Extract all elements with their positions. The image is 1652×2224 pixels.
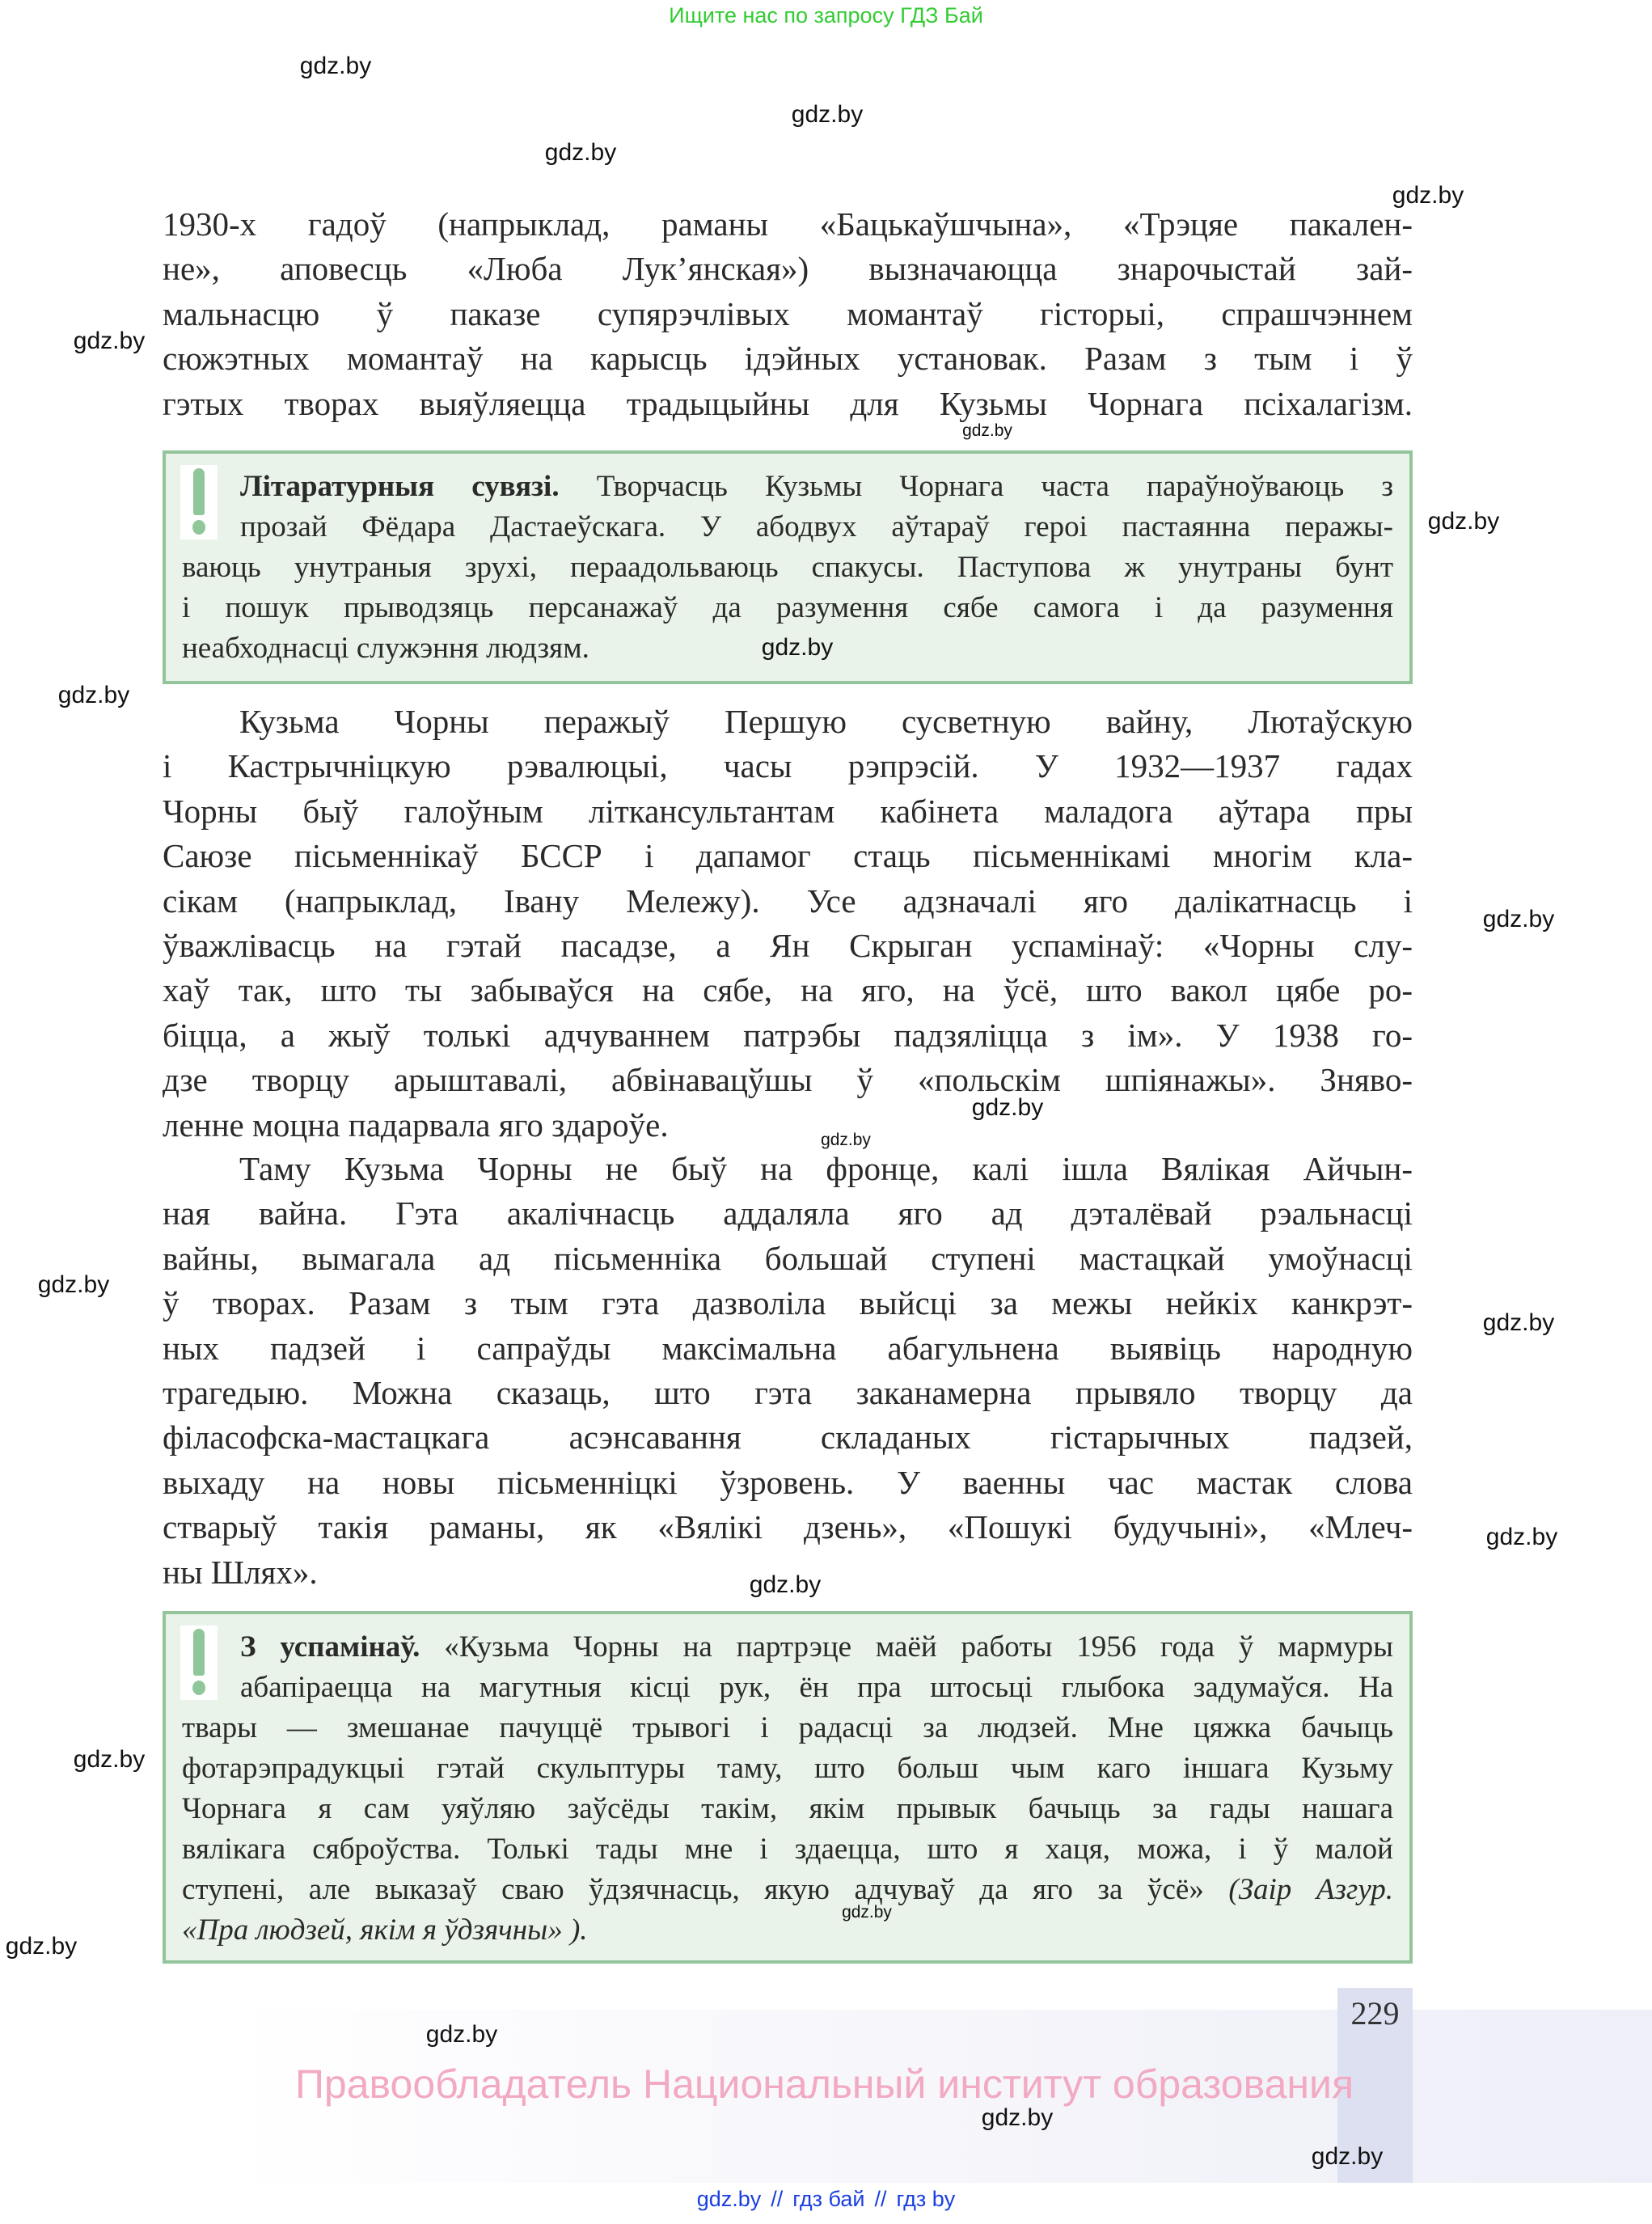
gdz-watermark: gdz.by xyxy=(73,328,146,354)
text-line: дзе творцу арыштавалі, абвінавацўшы ў «польскім шпіянажы». Зняво- xyxy=(163,1061,1413,1099)
gdz-watermark: gdz.by xyxy=(761,634,834,661)
text-line: філасофска-мастацкага асэнсавання складаных гістарычных падзей, xyxy=(163,1419,1413,1457)
text-line: не», аповесць «Люба Лук’янская») вызначаюцца знарочыстай зай- xyxy=(163,250,1413,288)
gdz-watermark: gdz.by xyxy=(1485,1524,1558,1550)
text-line xyxy=(182,548,1393,588)
text-line: гэтых творах выяўляецца традыцыйны для Кузьмы Чорнага псіхалагізм. xyxy=(163,384,1413,422)
box-text: Творчасць Кузьмы Чорнага часта параўноўваюць з xyxy=(559,470,1393,503)
box-text: «Кузьма Чорны на партрэце маёй работы 1956 года ў мармуры xyxy=(420,1630,1394,1664)
link-gdz-by[interactable]: gdz.by xyxy=(696,2187,762,2211)
text-line xyxy=(182,1829,1393,1870)
text-line xyxy=(182,467,1393,507)
text-line xyxy=(182,507,1393,548)
text-line xyxy=(182,1708,1393,1748)
text-line: Кузьма Чорны перажыў Першую сусветную вайну, Лютаўскую xyxy=(239,703,1413,740)
box-text: ступені, але выказаў сваю ўдзячнасць, якую адчуваў да яго за ўсё» xyxy=(182,1873,1229,1906)
text-line: ны Шлях». xyxy=(163,1553,318,1591)
page-number: 229 xyxy=(1350,1995,1400,2032)
citation: «Пра людзей, якім я ўдзячны» ). xyxy=(182,1913,588,1947)
text-line xyxy=(182,588,1393,628)
bottom-links xyxy=(0,2187,1652,2212)
gdz-watermark: gdz.by xyxy=(544,139,617,166)
text-line: хаў так, што ты забываўся на сябе, на яго, на ўсё, што вакол цябе ро- xyxy=(163,971,1413,1009)
text-line: ных падзей і сапраўды максімальна абагульнена выявіць народную xyxy=(163,1329,1413,1367)
text-line: ная вайна. Гэта акалічнасць аддаляла яго ад дэталёвай рэальнасці xyxy=(163,1194,1413,1233)
gdz-watermark: gdz.by xyxy=(971,1094,1044,1121)
separator: // xyxy=(771,2187,784,2211)
text-line: Таму Кузьма Чорны не быў на фронце, калі ішла Вялікая Айчын- xyxy=(239,1150,1413,1187)
text-line: стварыў такія раманы, як «Вялікі дзень», «Пошукі будучыні», «Млеч- xyxy=(163,1508,1413,1546)
gdz-watermark: gdz.by xyxy=(821,1131,871,1149)
text-line: і Кастрычніцкую рэвалюцыі, часы рэпрэсій. У 1932—1937 гадах xyxy=(163,747,1413,785)
text-line: біцца, а жыў толькі адчуваннем патрэбы падзяліцца з ім». У 1938 го- xyxy=(163,1016,1413,1054)
paragraph-3 xyxy=(163,1147,1413,1595)
text-line: ў творах. Разам з тым гэта дазволіла выйсці за межы нейкіх канкрэт- xyxy=(163,1284,1413,1322)
text-line: ўважлівасць на гэтай пасадзе, а Ян Скрыган успамінаў: «Чорны слу- xyxy=(163,926,1413,964)
text-line: Чорны быў галоўным літкансультантам кабінета маладога аўтара пры xyxy=(163,792,1413,830)
rights-holder-notice: Правообладатель Национальный институт образования xyxy=(294,2061,1354,2107)
memoirs-box xyxy=(163,1611,1413,1964)
gdz-watermark: gdz.by xyxy=(1482,906,1555,932)
gdz-watermark: gdz.by xyxy=(37,1271,110,1298)
box-text: ваюць унутраныя зрухі, пераадольваюць спакусы. Паступова ж унутраны бунт xyxy=(182,551,1393,584)
text-line xyxy=(182,1870,1393,1910)
box-text: фотарэпрадукцыі гэтай скульптуры таму, што больш чым каго іншага Кузьму xyxy=(182,1752,1393,1785)
text-line xyxy=(182,1627,1393,1668)
separator: // xyxy=(874,2187,887,2211)
gdz-watermark: gdz.by xyxy=(299,53,372,79)
text-line: выхаду на новы пісьменніцкі ўзровень. У ваенны час мастак слова xyxy=(163,1463,1413,1501)
text-line xyxy=(182,1910,1393,1951)
box-text: прозай Фёдара Дастаеўскага. У абодвух аўтараў героі пастаянна перажы- xyxy=(240,510,1393,543)
text-line xyxy=(182,1748,1393,1789)
gdz-watermark: gdz.by xyxy=(1311,2143,1384,2170)
text-line: Саюзе пісьменнікаў БССР і дапамог стаць пісьменнікамі многім кла- xyxy=(163,837,1413,875)
box-text: твары — змешанае пачуццё трывогі і радасці за людзей. Мне цяжка бачыць xyxy=(182,1711,1393,1744)
search-hint-link[interactable]: Ищите нас по запросу ГДЗ Бай xyxy=(669,3,983,27)
paragraph-1 xyxy=(163,202,1413,426)
text-line: вайны, вымагала ад пісьменніка большай ступені мастацкай умоўнасці xyxy=(163,1239,1413,1277)
gdz-watermark: gdz.by xyxy=(57,682,130,708)
gdz-watermark: gdz.by xyxy=(1392,182,1464,209)
gdz-watermark: gdz.by xyxy=(1427,508,1500,535)
link-gdz-by-cyr[interactable]: гдз by xyxy=(896,2187,956,2211)
gdz-watermark: gdz.by xyxy=(981,2104,1054,2131)
box-heading: З успамінаў. xyxy=(240,1630,420,1664)
gdz-watermark: gdz.by xyxy=(1482,1309,1555,1336)
text-line: трагедыю. Можна сказаць, што гэта заканамерна прывяло творцу да xyxy=(163,1373,1413,1411)
text-line: 1930-х гадоў (напрыклад, раманы «Бацькаўшчына», «Трэцяе пакален- xyxy=(163,205,1413,243)
gdz-watermark: gdz.by xyxy=(73,1746,146,1773)
gdz-watermark: gdz.by xyxy=(962,421,1012,440)
gdz-watermark: gdz.by xyxy=(791,101,864,128)
gdz-watermark: gdz.by xyxy=(425,2021,498,2048)
text-line: сюжэтных момантаў на карысць ідэйных установак. Разам з тым і ў xyxy=(163,340,1413,378)
text-line: мальнасцю ў паказе супярэчлівых момантаў гісторыі, спрашчэннем xyxy=(163,294,1413,332)
box-text: Чорнага я сам уяўляю заўсёды такім, якім прывык бачыць за гады нашага xyxy=(182,1792,1393,1825)
box-text: абапіраецца на магутныя кісці рук, ён пра штосьці глыбока задумаўся. На xyxy=(240,1671,1393,1704)
box-text: неабходнасці служэння людзям. xyxy=(182,632,589,665)
gdz-watermark: gdz.by xyxy=(5,1933,78,1960)
text-line xyxy=(182,1668,1393,1708)
box-heading: Літаратурныя сувязі. xyxy=(240,470,560,503)
text-line: сікам (напрыклад, Івану Мележу). Усе адзначалі яго далікатнасць і xyxy=(163,882,1413,920)
link-gdz-bai[interactable]: гдз бай xyxy=(792,2187,865,2211)
citation: (Заір Азгур. xyxy=(1228,1873,1393,1906)
gdz-watermark: gdz.by xyxy=(749,1571,822,1598)
text-line: ленне моцна падарвала яго здароўе. xyxy=(163,1106,669,1144)
gdz-watermark: gdz.by xyxy=(842,1903,892,1922)
box-text: і пошук прыводзяць персанажаў да разумення сябе самога і да разумення xyxy=(182,591,1393,624)
paragraph-2 xyxy=(163,700,1413,1148)
text-line xyxy=(182,1789,1393,1829)
box-text: вялікага сяброўства. Толькі тады мне і здаецца, што я хаця, можа, і ў малой xyxy=(182,1833,1393,1866)
